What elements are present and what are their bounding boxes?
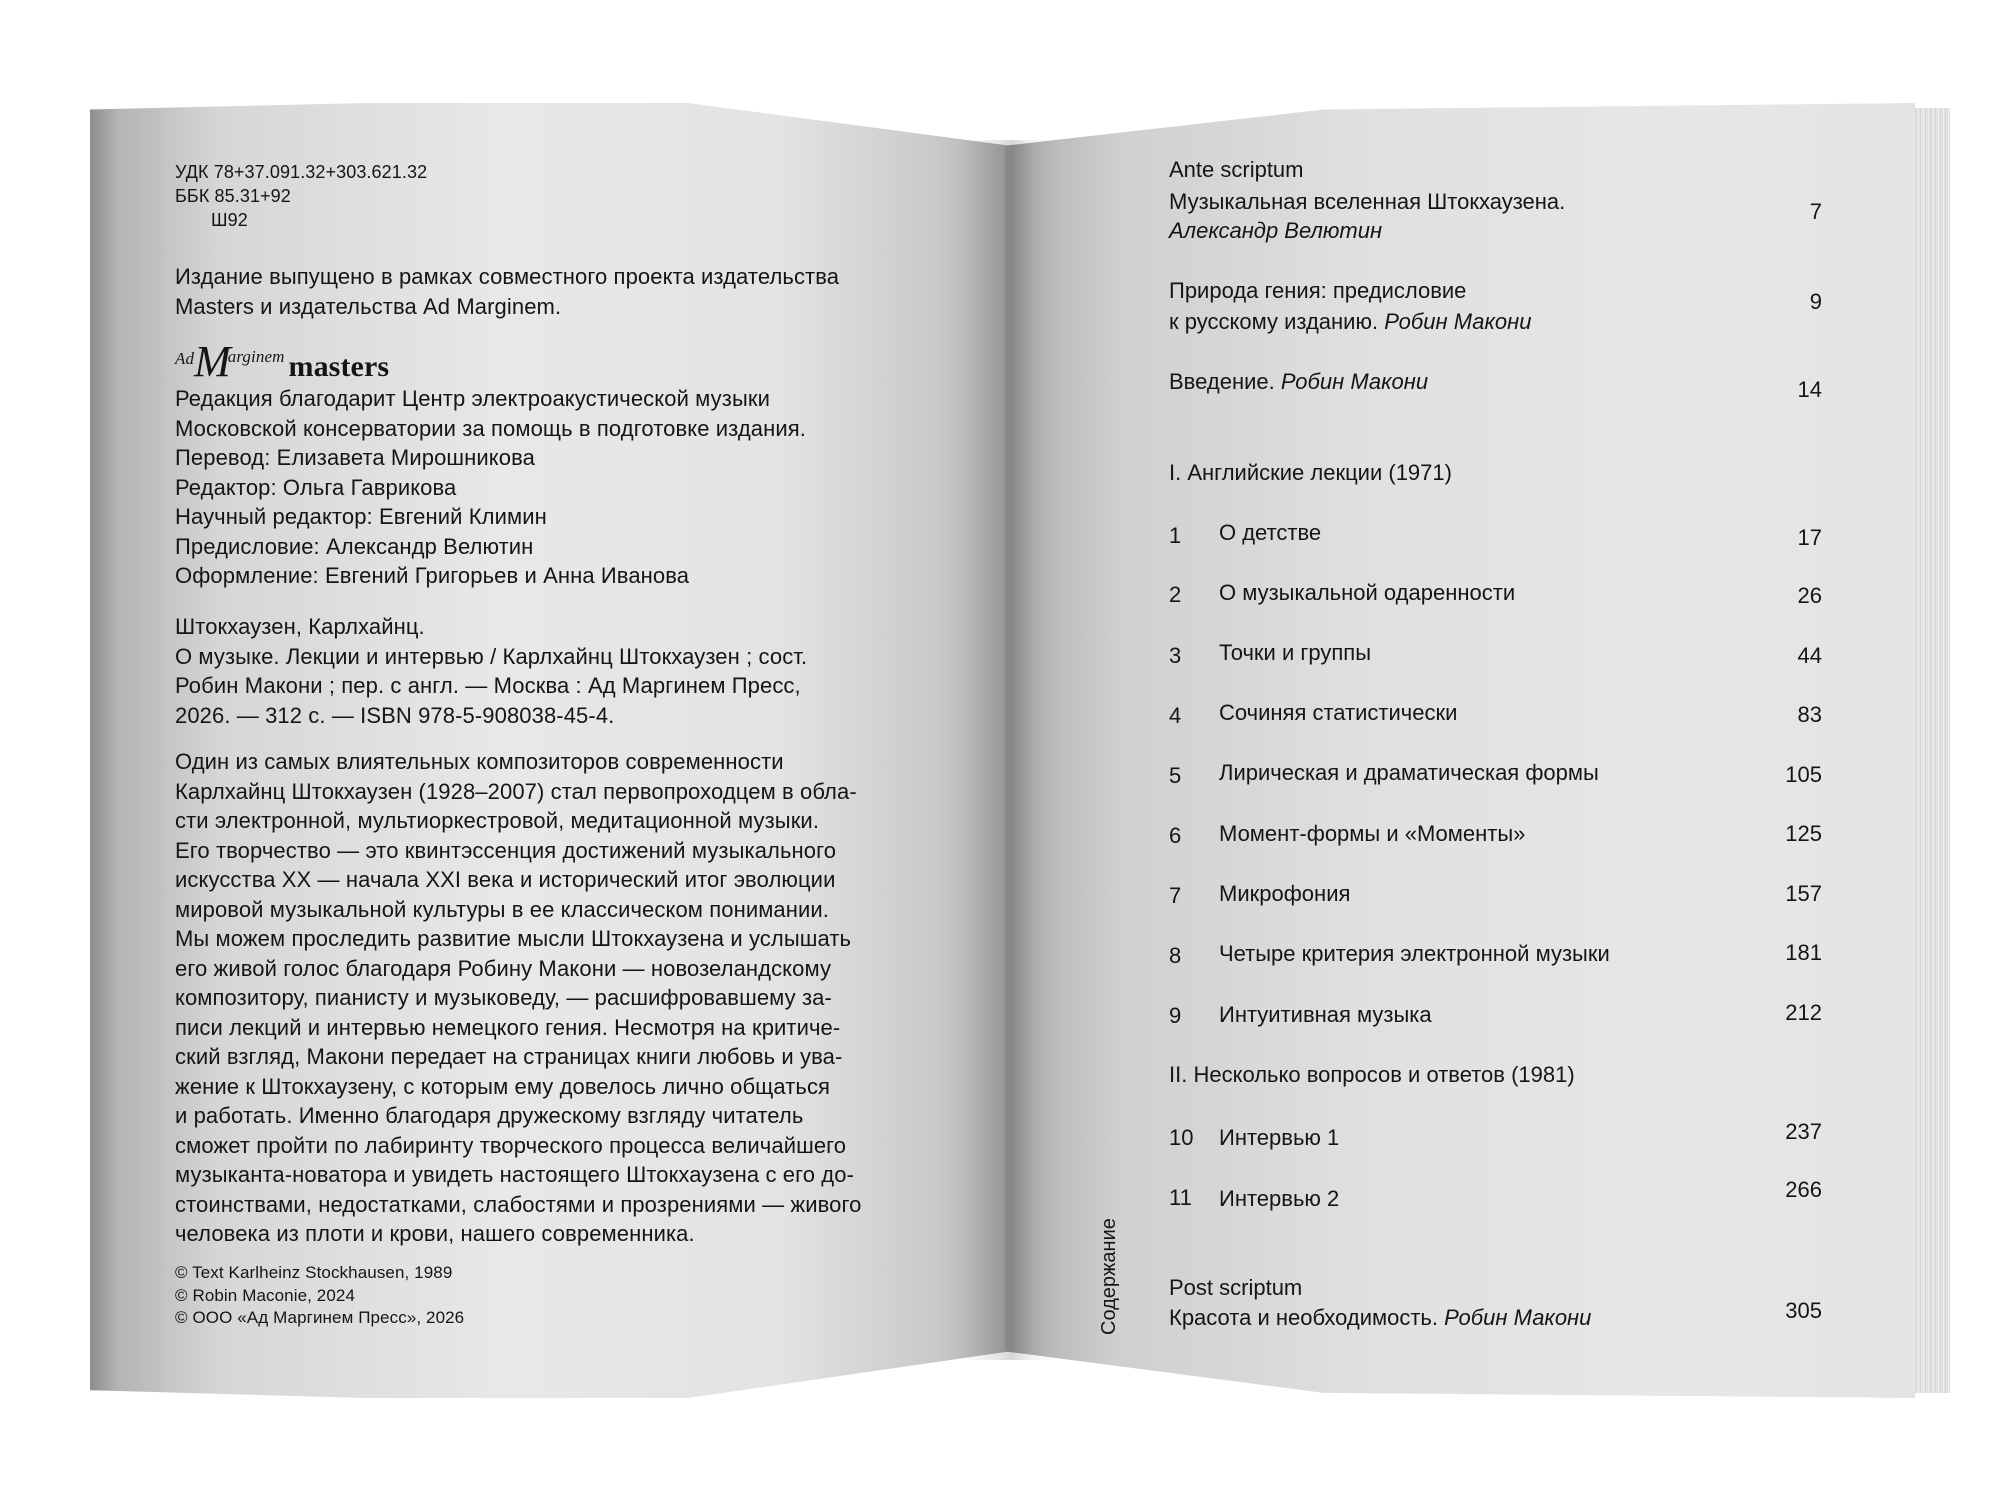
chapter-number: 9 (1169, 1003, 1182, 1028)
toc-entry-title (1169, 1303, 1591, 1333)
annotation-line: жение к Штокхаузену, с которым ему довелось лично общаться (175, 1073, 831, 1099)
toc-page-number: 105 (1785, 762, 1822, 787)
chapter-number: 2 (1169, 582, 1182, 607)
toc-page-number: 212 (1785, 1000, 1822, 1025)
copyright-line: © ООО «Ад Маргинем Пресс», 2026 (175, 1308, 465, 1327)
toc-entry-title-part: Красота и необходимость. (1169, 1305, 1438, 1330)
page-edges (1912, 108, 1950, 1393)
credit-line: Редактор: Ольга Гаврикова (175, 474, 457, 500)
toc-page-number: 237 (1785, 1119, 1822, 1144)
toc-entry-title (1169, 367, 1428, 397)
part-heading: I. Английские лекции (1971) (1169, 460, 1452, 485)
chapter-title: О детстве (1219, 520, 1322, 545)
chapter-title: Микрофония (1219, 881, 1351, 906)
author-name: Александр Велютин (1169, 218, 1383, 243)
annotation-line: композитору, пианисту и музыковеду, — расшифровавшему за- (175, 985, 832, 1010)
credit-line: Редакция благодарит Центр электроакустической музыки (175, 386, 770, 411)
biblio-line: О музыке. Лекции и интервью / Карлхайнц Штокхаузен ; сост. (175, 643, 808, 669)
chapter-title: Момент-формы и «Моменты» (1219, 821, 1526, 846)
copyright-line: © Text Karlheinz Stockhausen, 1989 (175, 1263, 453, 1282)
biblio-line: Робин Макони ; пер. с англ. — Москва : Ад Маргинем Пресс, (175, 673, 801, 698)
contents-vertical-label: Содержание (1098, 1218, 1120, 1335)
bibliographic-record (175, 612, 807, 730)
annotation-line: Его творчество — это квинтэссенция достижений музыкального (175, 837, 837, 863)
annotation-line: искусства XX — начала XXI века и исторический итог эволюции (175, 867, 836, 892)
author-name: Робин Макони (1444, 1305, 1592, 1330)
annotation-line: человека из плоти и крови, нашего современника. (175, 1221, 695, 1246)
toc-page-number: 14 (1797, 377, 1822, 402)
annotation-line: мировой музыкальной культуры в ее классическом понимании. (175, 896, 830, 922)
credit-line: Предисловие: Александр Велютин (175, 533, 534, 559)
author-name: Робин Макони (1384, 309, 1532, 334)
author-mark: Ш92 (211, 210, 248, 230)
copyright-block (175, 1262, 464, 1330)
logo-masters: masters (288, 350, 390, 383)
chapter-title: Сочиняя статистически (1219, 700, 1458, 725)
chapter-title: О музыкальной одаренности (1219, 580, 1516, 605)
toc-page-number: 26 (1797, 583, 1822, 608)
annotation-line: сможет пройти по лабиринту творческого процесса величайшего (175, 1132, 847, 1158)
credit-line: Оформление: Евгений Григорьев и Анна Иванова (175, 563, 690, 588)
chapter-number: 10 (1169, 1125, 1194, 1150)
chapter-title: Лирическая и драматическая формы (1219, 760, 1599, 785)
ante-scriptum-label: Ante scriptum (1169, 157, 1304, 182)
annotation-line: его живой голос благодаря Робину Макони — новозеландскому (175, 955, 832, 981)
toc-entry-title-part: к русскому изданию. (1169, 309, 1379, 334)
chapter-number: 1 (1169, 523, 1182, 548)
chapter-number: 11 (1169, 1185, 1192, 1210)
annotation (175, 747, 935, 1249)
chapter-number: 3 (1169, 643, 1182, 668)
toc-entry-title-part: Введение. (1169, 369, 1275, 394)
biblio-line: Штокхаузен, Карлхайнц. (175, 614, 425, 639)
logo-m: M (194, 337, 230, 386)
chapter-title: Четыре критерия электронной музыки (1219, 941, 1610, 966)
chapter-number: 4 (1169, 703, 1182, 728)
toc-page-number: 17 (1797, 525, 1822, 550)
annotation-line: музыканта-новатора и увидеть настоящего Штокхаузена с его до- (175, 1162, 854, 1187)
biblio-line: 2026. — 312 с. — ISBN 978-5-908038-45-4. (175, 702, 615, 728)
gutter-shadow (960, 140, 1060, 1360)
chapter-title: Интуитивная музыка (1219, 1002, 1432, 1027)
chapter-number: 8 (1169, 943, 1182, 968)
chapter-title: Точки и группы (1219, 640, 1372, 665)
annotation-line: Мы можем проследить развитие мысли Штокхаузена и услышать (175, 926, 852, 951)
annotation-line: стоинствами, недостатками, слабостями и прозрениями — живого (175, 1191, 862, 1217)
annotation-line: ский взгляд, Макони передает на страницах книги любовь и ува- (175, 1044, 843, 1069)
toc-page-number: 125 (1785, 821, 1822, 846)
toc-page-number: 181 (1785, 940, 1822, 965)
toc-page-number: 44 (1797, 643, 1822, 668)
toc-page-number: 157 (1785, 881, 1822, 906)
annotation-line: Один из самых влиятельных композиторов современности (175, 749, 784, 774)
chapter-title: Интервью 1 (1219, 1125, 1340, 1150)
edition-line: Издание выпущено в рамках совместного проекта издательства (175, 264, 840, 289)
toc-page-number: 7 (1809, 199, 1822, 224)
annotation-line: писи лекций и интервью немецкого гения. Несмотря на критиче- (175, 1014, 841, 1040)
credit-line: Научный редактор: Евгений Климин (175, 504, 547, 529)
part-heading: II. Несколько вопросов и ответов (1981) (1169, 1062, 1575, 1087)
author-name: Робин Макони (1280, 369, 1429, 394)
toc-entry-title: Музыкальная вселенная Штокхаузена. (1169, 189, 1566, 214)
annotation-line: Карлхайнц Штокхаузен (1928–2007) стал первопроходцем в обла- (175, 778, 857, 804)
credits (175, 384, 806, 591)
toc-page-number: 266 (1785, 1177, 1822, 1202)
credit-line: Московской консерватории за помощь в подготовке издания. (175, 415, 806, 441)
toc-page-number: 9 (1809, 289, 1822, 314)
annotation-line: сти электронной, мультиоркестровой, медитационной музыки. (175, 808, 820, 833)
post-scriptum-label: Post scriptum (1169, 1275, 1303, 1300)
copyright-line: © Robin Maconie, 2024 (175, 1285, 356, 1305)
toc-entry-author (1169, 216, 1382, 246)
chapter-number: 7 (1169, 883, 1182, 908)
toc-page-number: 305 (1785, 1298, 1822, 1323)
bbk-code: ББК 85.31+92 (175, 186, 291, 206)
chapter-number: 6 (1169, 823, 1182, 848)
toc-page-number: 83 (1797, 702, 1822, 727)
udk-code: УДК 78+37.091.32+303.621.32 (175, 162, 428, 182)
publisher-logo (175, 335, 390, 386)
toc-entry-title: Природа гения: предисловие (1169, 278, 1467, 303)
logo-ad: Ad (175, 349, 195, 368)
classification-codes (175, 160, 427, 232)
edition-note (175, 262, 839, 321)
logo-arginem: arginem (227, 347, 285, 366)
chapter-title: Интервью 2 (1219, 1186, 1340, 1211)
toc-entry-title (1169, 307, 1531, 337)
credit-line: Перевод: Елизавета Мирошникова (175, 445, 535, 470)
chapter-number: 5 (1169, 763, 1182, 788)
edition-line: Masters и издательства Ad Marginem. (175, 293, 562, 319)
annotation-line: и работать. Именно благодаря дружескому взгляду читатель (175, 1103, 804, 1128)
